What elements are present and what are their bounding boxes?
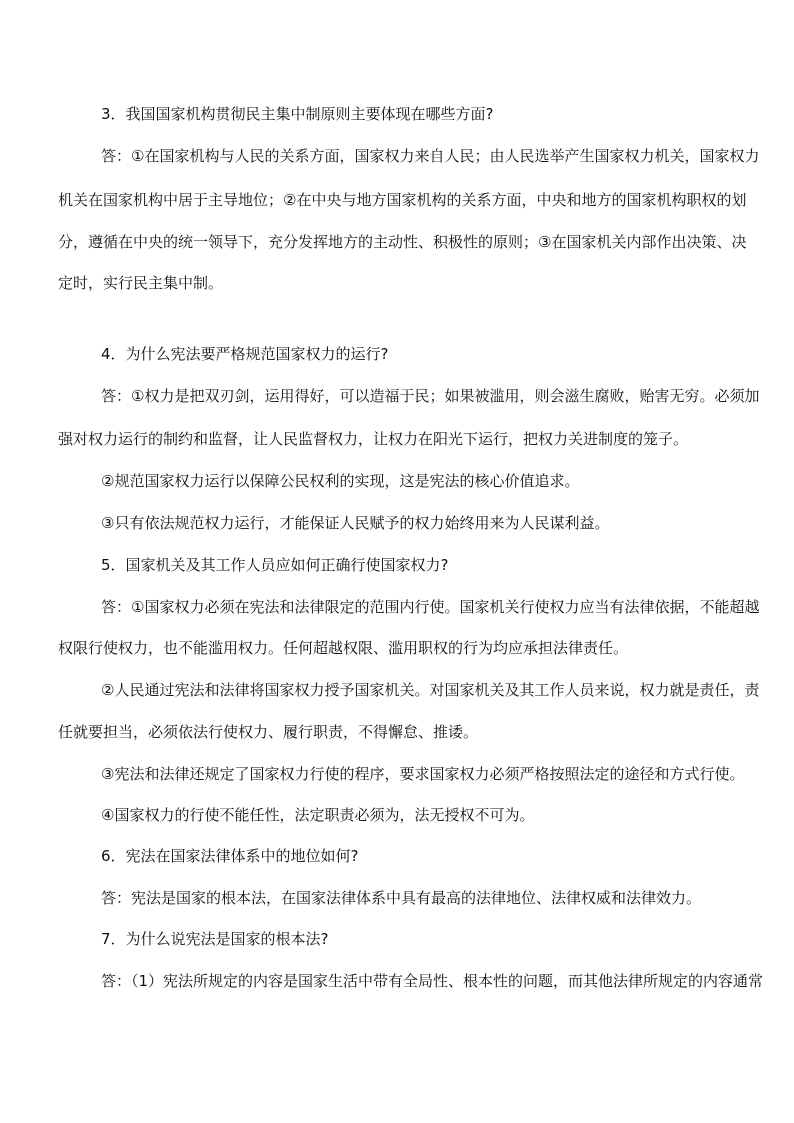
answer-5-line-2: 权限行使权力，也不能滥用权力。任何超越权限、滥用职权的行为均应承担法律责任。 bbox=[58, 639, 629, 657]
answer-5-point-4: ④国家权力的行使不能任性，法定职责必须为，法无授权不可为。 bbox=[101, 806, 535, 824]
question-5: 5．国家机关及其工作人员应如何正确行使国家权力? bbox=[101, 556, 449, 574]
answer-3-line-3: 分，遵循在中央的统一领导下，充分发挥地方的主动性、积极性的原则；③在国家机关内部作出决策、决 bbox=[58, 233, 747, 251]
answer-4-line-1: 答：①权力是把双刃剑，运用得好，可以造福于民；如果被滥用，则会滋生腐败，贻害无穷。必须加 bbox=[101, 387, 760, 405]
answer-5-point-2-line-2: 任就要担当，必须依法行使权力、履行职责，不得懈怠、推诿。 bbox=[58, 723, 479, 741]
answer-3-line-2: 机关在国家机构中居于主导地位；②在中央与地方国家机构的关系方面，中央和地方的国家机构职权的划 bbox=[58, 191, 747, 209]
question-3: 3．我国国家机构贯彻民主集中制原则主要体现在哪些方面? bbox=[101, 105, 494, 123]
answer-4-point-2: ②规范国家权力运行以保障公民权利的实现，这是宪法的核心价值追求。 bbox=[101, 472, 580, 490]
answer-4-line-2: 强对权力运行的制约和监督，让人民监督权力，让权力在阳光下运行，把权力关进制度的笼子。 bbox=[58, 430, 689, 448]
answer-7-line-1: 答：（1）宪法所规定的内容是国家生活中带有全局性、根本性的问题，而其他法律所规定的内容通常 bbox=[101, 972, 764, 990]
answer-3-line-4: 定时，实行民主集中制。 bbox=[58, 274, 224, 292]
answer-5-point-2-line-1: ②人民通过宪法和法律将国家权力授予国家机关。对国家机关及其工作人员来说，权力就是责任，责 bbox=[101, 681, 760, 699]
question-6: 6．宪法在国家法律体系中的地位如何? bbox=[101, 847, 359, 865]
answer-3-line-1: 答：①在国家机构与人民的关系方面，国家权力来自人民；由人民选举产生国家权力机关，国家权力 bbox=[101, 147, 760, 165]
answer-6: 答：宪法是国家的根本法，在国家法律体系中具有最高的法律地位、法律权威和法律效力。 bbox=[101, 889, 702, 907]
answer-5-line-1: 答：①国家权力必须在宪法和法律限定的范围内行使。国家机关行使权力应当有法律依据，不能超越 bbox=[101, 598, 760, 616]
answer-4-point-3: ③只有依法规范权力运行，才能保证人民赋予的权力始终用来为人民谋利益。 bbox=[101, 514, 610, 532]
question-4: 4．为什么宪法要严格规范国家权力的运行? bbox=[101, 345, 389, 363]
answer-5-point-3: ③宪法和法律还规定了国家权力行使的程序，要求国家权力必须严格按照法定的途径和方式行使。 bbox=[101, 765, 745, 783]
question-7: 7．为什么说宪法是国家的根本法? bbox=[101, 930, 329, 948]
